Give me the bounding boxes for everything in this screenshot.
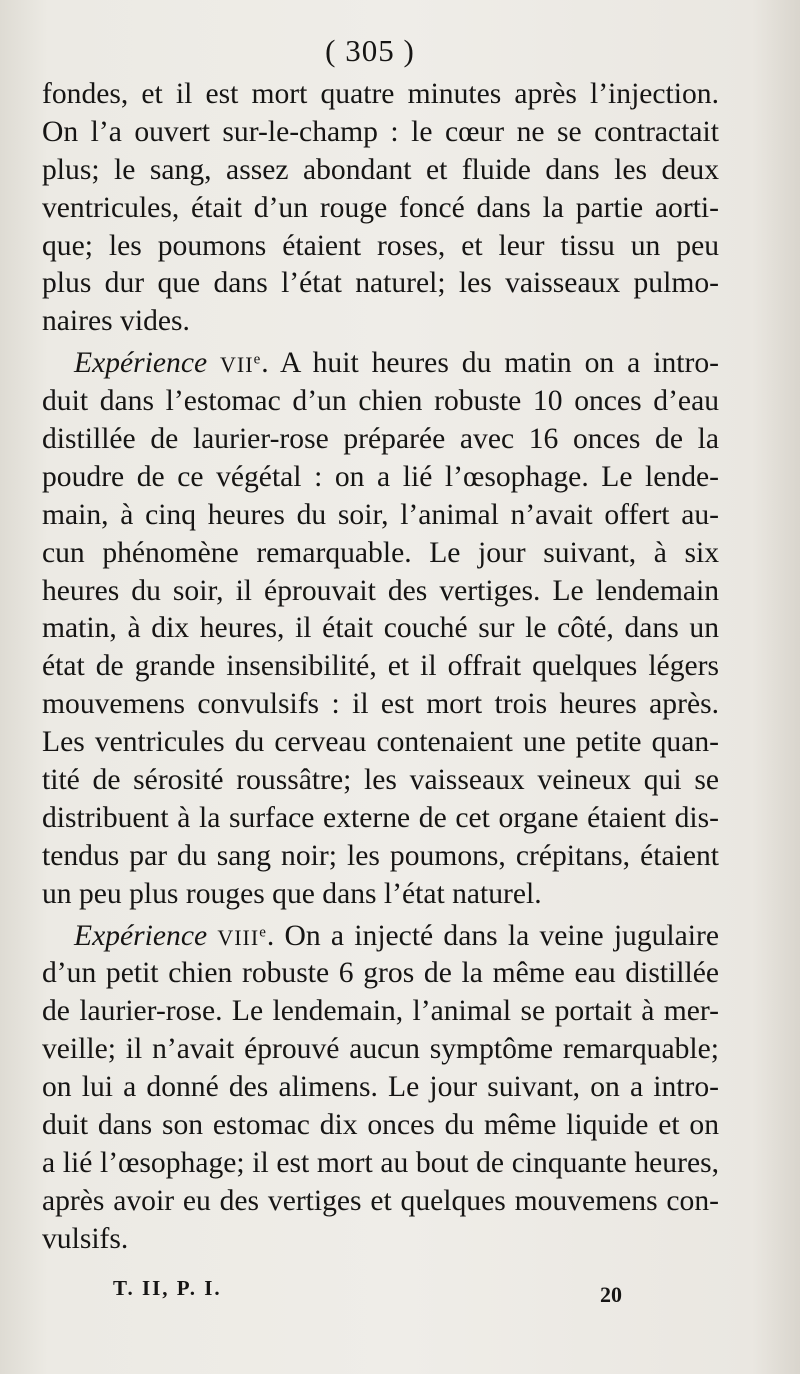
text-line: duit dans l’estomac d’un chien robuste 10 onces d’eau (42, 385, 719, 418)
text-line: matin, à dix heures, il était couché sur le côté, dans un (42, 612, 719, 645)
text-line: plus; le sang, assez abondant et fluide dans les deux (42, 153, 719, 186)
text-line: vulsifs. (42, 1222, 129, 1255)
text-line: poudre de ce végétal : on a lié l’œsophage. Le lende- (42, 460, 719, 493)
paragraph-continuation (42, 76, 719, 341)
text-line: distribuent à la surface externe de cet organe étaient dis- (42, 801, 719, 834)
text-line: plus dur que dans l’état naturel; les vaisseaux pulmo- (42, 267, 719, 300)
paragraph-experience-7 (42, 345, 719, 913)
text-line: Les ventricules du cerveau contenaient une petite quan- (42, 726, 719, 759)
experience-heading-line (42, 345, 719, 383)
text-line: main, à cinq heures du soir, l’animal n’avait offert au- (42, 498, 719, 531)
text-line: cun phénomène remarquable. Le jour suivant, à six (42, 536, 719, 569)
experience-lead-text: . On a injecté dans la veine jugulaire (266, 919, 720, 952)
text-line: ventricules, était d’un rouge foncé dans la partie aorti- (42, 191, 719, 224)
text-line: On l’a ouvert sur-le-champ : le cœur ne se contractait (42, 115, 719, 148)
paragraph-experience-8 (42, 918, 719, 1259)
text-line: naires vides. (42, 305, 190, 338)
signature-mark: T. II, P. I. (113, 1276, 222, 1300)
text-line: état de grande insensibilité, et il offrait quelques légers (42, 650, 719, 683)
text-line: de laurier-rose. Le lendemain, l’animal se portait à mer- (42, 995, 719, 1028)
text-line: un peu plus rouges que dans l’état naturel. (42, 877, 542, 910)
experience-lead-text: . A huit heures du matin on a intro- (261, 347, 719, 380)
text-line: distillée de laurier-rose préparée avec 16 onces de la (42, 423, 719, 456)
folio-number: 20 (600, 1282, 622, 1307)
text-line: duit dans son estomac dix onces du même liquide et on (42, 1109, 719, 1142)
text-line: veille; il n’avait éprouvé aucun symptôme remarquable; (42, 1033, 719, 1066)
experience-numeral: VIIe (220, 351, 262, 378)
text-line: fondes, et il est mort quatre minutes après l’injection. (42, 78, 719, 110)
text-line: heures du soir, il éprouvait des vertiges. Le lendemain (42, 574, 719, 607)
experience-heading-line (42, 918, 719, 956)
text-line: on lui a donné des alimens. Le jour suivant, on a intro- (42, 1071, 719, 1104)
text-line: d’un petit chien robuste 6 gros de la même eau distillée (42, 957, 719, 990)
text-line: a lié l’œsophage; il est mort au bout de cinquante heures, (42, 1146, 719, 1179)
text-line: après avoir eu des vertiges et quelques mouvemens con- (42, 1184, 719, 1217)
text-line: tité de sérosité roussâtre; les vaisseaux veineux qui se (42, 764, 719, 797)
experience-numeral: VIIIe (217, 924, 267, 950)
text-line: mouvemens convulsifs : il est mort trois heures après. (42, 688, 719, 721)
page-number: ( 305 ) (325, 33, 415, 68)
experience-label: Expérience (74, 347, 208, 380)
text-line: que; les poumons étaient roses, et leur tissu un peu (42, 229, 719, 262)
body-text (42, 76, 719, 1259)
experience-label: Expérience (74, 919, 208, 952)
text-line: tendus par du sang noir; les poumons, crépitans, étaient (42, 839, 719, 872)
